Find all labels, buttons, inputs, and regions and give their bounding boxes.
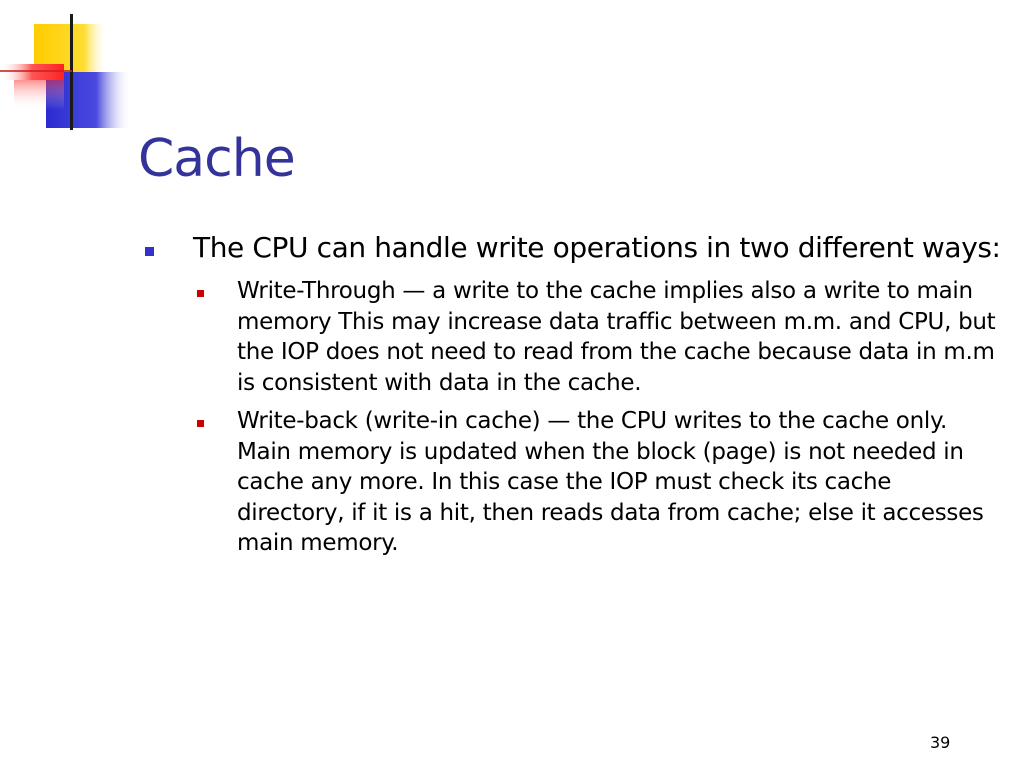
slide-corner-decoration [0,0,140,140]
square-bullet-icon [197,290,204,297]
decor-horizontal-line [0,70,72,72]
decor-red-fade [14,80,64,110]
square-bullet-icon [197,420,204,427]
bullet-item [144,230,1004,266]
sub-bullet-text: Write-back (write-in cache) — the CPU writes to the cache only. Main memory is updated when the block (page) is not needed in cache any more. In this case the IOP must check its cache directory, if it is a hit, then reads data from cache; else it accesses main memory. [237,408,984,556]
page-number: 39 [930,733,951,752]
sub-bullet-item [193,276,1004,398]
sub-bullet-text: Write-Through — a write to the cache implies also a write to main memory This may increase data traffic between m.m. and CPU, but the IOP does not need to read from the cache because data in m.m is consistent with data in the cache. [237,278,996,396]
slide-title: Cache [138,129,295,189]
sub-bullet-item [193,406,1004,559]
bullet-text: The CPU can handle write operations in two different ways: [193,231,1001,264]
square-bullet-icon [145,247,154,256]
slide-content [144,230,1004,567]
sub-bullet-list [144,276,1004,559]
